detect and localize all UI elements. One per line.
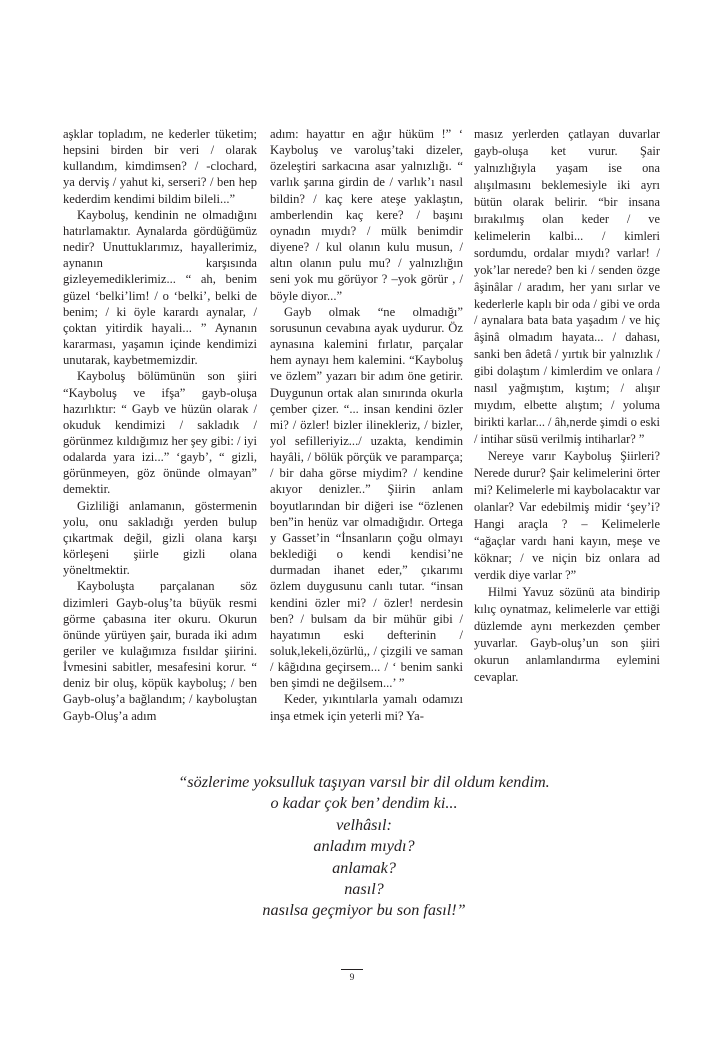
paragraph: Nereye varır Kayboluş Şiirleri? Nerede durur? Şair kelimelerini örter mi? Kelimelerle mi kaybolacaktır var olanlar? Var edebilmiş midir ‘şey’i? Hangi araçla ? – Kelimelerle “ağaçlar vardı hani kayın, meşe ve köknar; / ve niçin biz onlara ad verdik diye varlar ?”	[474, 449, 660, 582]
quote-line: anlamak?	[332, 858, 396, 877]
paragraph: Gayb olmak “ne olmadığı” sorusunun cevabına ayak uydurur. Öz aynasına kalemini fırlatır, parçalar hem aynayı hem kalemini. “Kayboluş ve özlem” yazarı bir adım öne getirir. Duygunun ortak alan sınırında okurla çember çizer. “... insan kendini özler mi? / özler! bizler ilinekleriz, / bizler, yol sefilleriyiz.../ uzakta, kendimin hayâli, / bölük pörçük ve paramparça; / bir daha görse miydim? / kendine akıyor denizler..” Şiirin anlam boyutlarından bir diğeri ise “özlenen ben”in henüz var olmadığıdır. Ortega y Gasset’in “İnsanların çoğu olmayı beklediği o kendi kendisi’ne durmadan ihanet eder,” çıkarımı özlem duygusunu canlı tutar. “insan kendini özler mi? / özler! nerdesin ben? / bulsam da bir mühür gibi / hayatımın eski defterinin / soluk,lekeli,özürlü,, / çizgili ve saman / kâğıdına geçirsem... / ‘ benim sanki ben şimdi ne değilsem...’ ”	[270, 304, 463, 691]
text-column-3	[474, 126, 660, 685]
paragraph: Kayboluş bölümünün son şiiri “Kayboluş ve ifşa” gayb-oluşa hazırlıktır: “ Gayb ve hüzün olarak / okuduk kendimizi / sakladık / görünmez kıldığımız her şey gibi: / iyi odalarda yara izi...” ‘gayb’, “ gizli, görünmeyen, göz önünde olmayan” demektir.	[63, 369, 257, 497]
page-number: 9	[349, 973, 355, 983]
quote-line: “sözlerime yoksulluk taşıyan varsıl bir dil oldum kendim.	[178, 773, 550, 791]
paragraph: Keder, yıkıntılarla yamalı odamızı inşa etmek için yeterli mi? Ya-	[270, 692, 463, 723]
paragraph: masız yerlerden çatlayan duvarlar gayb-oluşa ket vurur. Şair yalnızlığıyla yaşam ise ona alışılmasını beklemesiyle iki ayrı bütün olarak belirir. “bir insana bırakılmış olan keder / ve kelimelerin kalbi... / kimleri sordumdu, ordalar mıydı? varlar! / yok’lar nerede? ben ki / senden özge âşinâlar / aradım, her yanı sırlar ve kederlerle kaplı bir oda / gibi ve orda / aynalara bata bata yaşadım / ve hiç âşinâ olmadım hayata... / dahası, sanki ben âdetâ / yırtık bir yalnızlık / gibi dolaştım / kimlerdim ve onlara / nasıl yağmıştım, kıştım; / alışır mıydım, elbette alıştım; / yoluma birikti karlar... / âh,nerde şimdi o eski / intihar süsü verilmiş intiharlar? ”	[474, 127, 660, 447]
paragraph: Hilmi Yavuz sözünü ata bindirip kılıç oynatmaz, kelimelerle var ettiği düzlemde aynı merkezden çember yuvarlar. Gayb-oluş’un son şiiri okurun anlamlandırma eylemini cevaplar.	[474, 584, 660, 684]
pull-quote	[100, 772, 628, 922]
paragraph: aşklar topladım, ne kederler tüketim; hepsini birden bir veri / olarak kullandım, kimdimsen? / -clochard, ya derviş / yahut ki, serseri? / ben hep kederdim kendimi bildim bileli...”	[63, 127, 257, 206]
footer-divider	[341, 969, 363, 970]
quote-line: nasılsa geçmiyor bu son fasıl!”	[262, 901, 466, 920]
article-body	[63, 126, 659, 736]
quote-line: o kadar çok ben’ dendim ki...	[270, 794, 458, 813]
paragraph: Kayboluşta parçalanan söz dizimleri Gayb-oluş’ta büyük resmi görme çabasına iter okuru. Okurun önünde yürüyen şair, burada iki adım geriler ve kulağımıza fısıldar şiirini. İvmesini sabitler, mesafesini korur. “ deniz bir oluş, köpük kayboluş; / ben Gayb-oluş’a bağlandım; / kayboluştan Gayb-Oluş’a adım	[63, 579, 257, 723]
text-column-2	[270, 126, 463, 724]
quote-line: nasıl?	[344, 880, 384, 899]
paragraph: Gizliliği anlamanın, göstermenin yolu, onu sakladığı yerden bulup çıkartmak değil, gizli olana karşı körleşeni şiirle gizli olana yöneltmektir.	[63, 498, 257, 578]
text-column-1	[63, 126, 257, 724]
quote-line: anladım mıydı?	[313, 837, 415, 856]
paragraph: Kayboluş, kendinin ne olmadığını hatırlamaktır. Aynalarda gördüğümüz nedir? Unuttuklarımız, hayallerimiz, aynanın karşısında gizleyemediklerimiz... “ ah, benim güzel ‘belki’lim! / o ‘belki’, belki de benim; / ki öyle karardı aynalar, / çoktan yitirdik hayali... ” Aynanın kararması, yaşamın içinde kendimizi unutarak, kaybetmemizdir.	[63, 207, 257, 368]
paragraph: adım: hayattır en ağır hüküm !” ‘ Kayboluş ve varoluş’taki dizeler, özeleştiri sarkacına asar yalnızlığı. “ varlık şarına girdin de / varlık’ı nasıl bildin? / kaç kere ateşe yaklaştın, amberlendin kaç kere? / başını oynadın mıydı? / mülk benimdir diyene? / kul olanın kulu musun, / altın olanın pulu mu? / yalnızlığın seni yok mu görüyor ? –yok görür , / böyle diyor...”	[270, 127, 463, 303]
quote-line: velhâsıl:	[336, 815, 392, 834]
